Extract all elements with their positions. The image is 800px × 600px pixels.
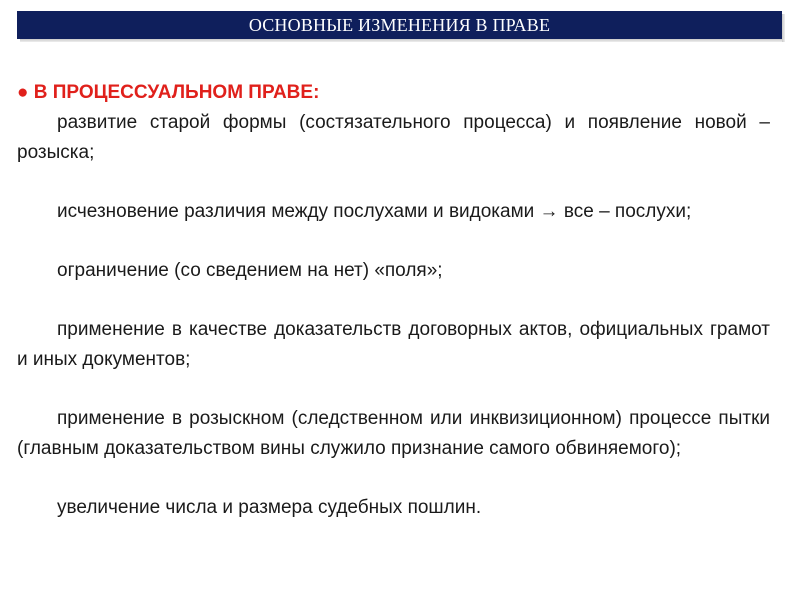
list-item-6: увеличение числа и размера судебных пошлин. [57, 497, 482, 518]
list-item-3: ограничение (со сведением на нет) «поля»; [57, 260, 443, 281]
list-item-2: исчезновение различия между послухами и видоками → все – послухи; [57, 201, 692, 222]
slide-content [17, 78, 770, 523]
list-item-1: развитие старой формы (состязательного процесса) и появление новой – розыска; [17, 112, 770, 163]
list-item-5: применение в розыскном (следственном или инквизиционном) процессе пытки (главным доказательством вины служило признание самого обвиняемого); [17, 408, 770, 459]
bullet-icon: ● [17, 82, 29, 103]
title-bar-shadow [20, 39, 785, 42]
section-heading-text: В ПРОЦЕССУАЛЬНОМ ПРАВЕ: [33, 82, 320, 103]
list-item-4: применение в качестве доказательств договорных актов, официальных грамот и иных документов; [17, 319, 770, 370]
title-bar-shadow-edge [782, 14, 785, 42]
section-heading [17, 78, 770, 108]
slide-title-bar [17, 11, 782, 39]
slide-title: ОСНОВНЫЕ ИЗМЕНЕНИЯ В ПРАВЕ [248, 15, 551, 35]
